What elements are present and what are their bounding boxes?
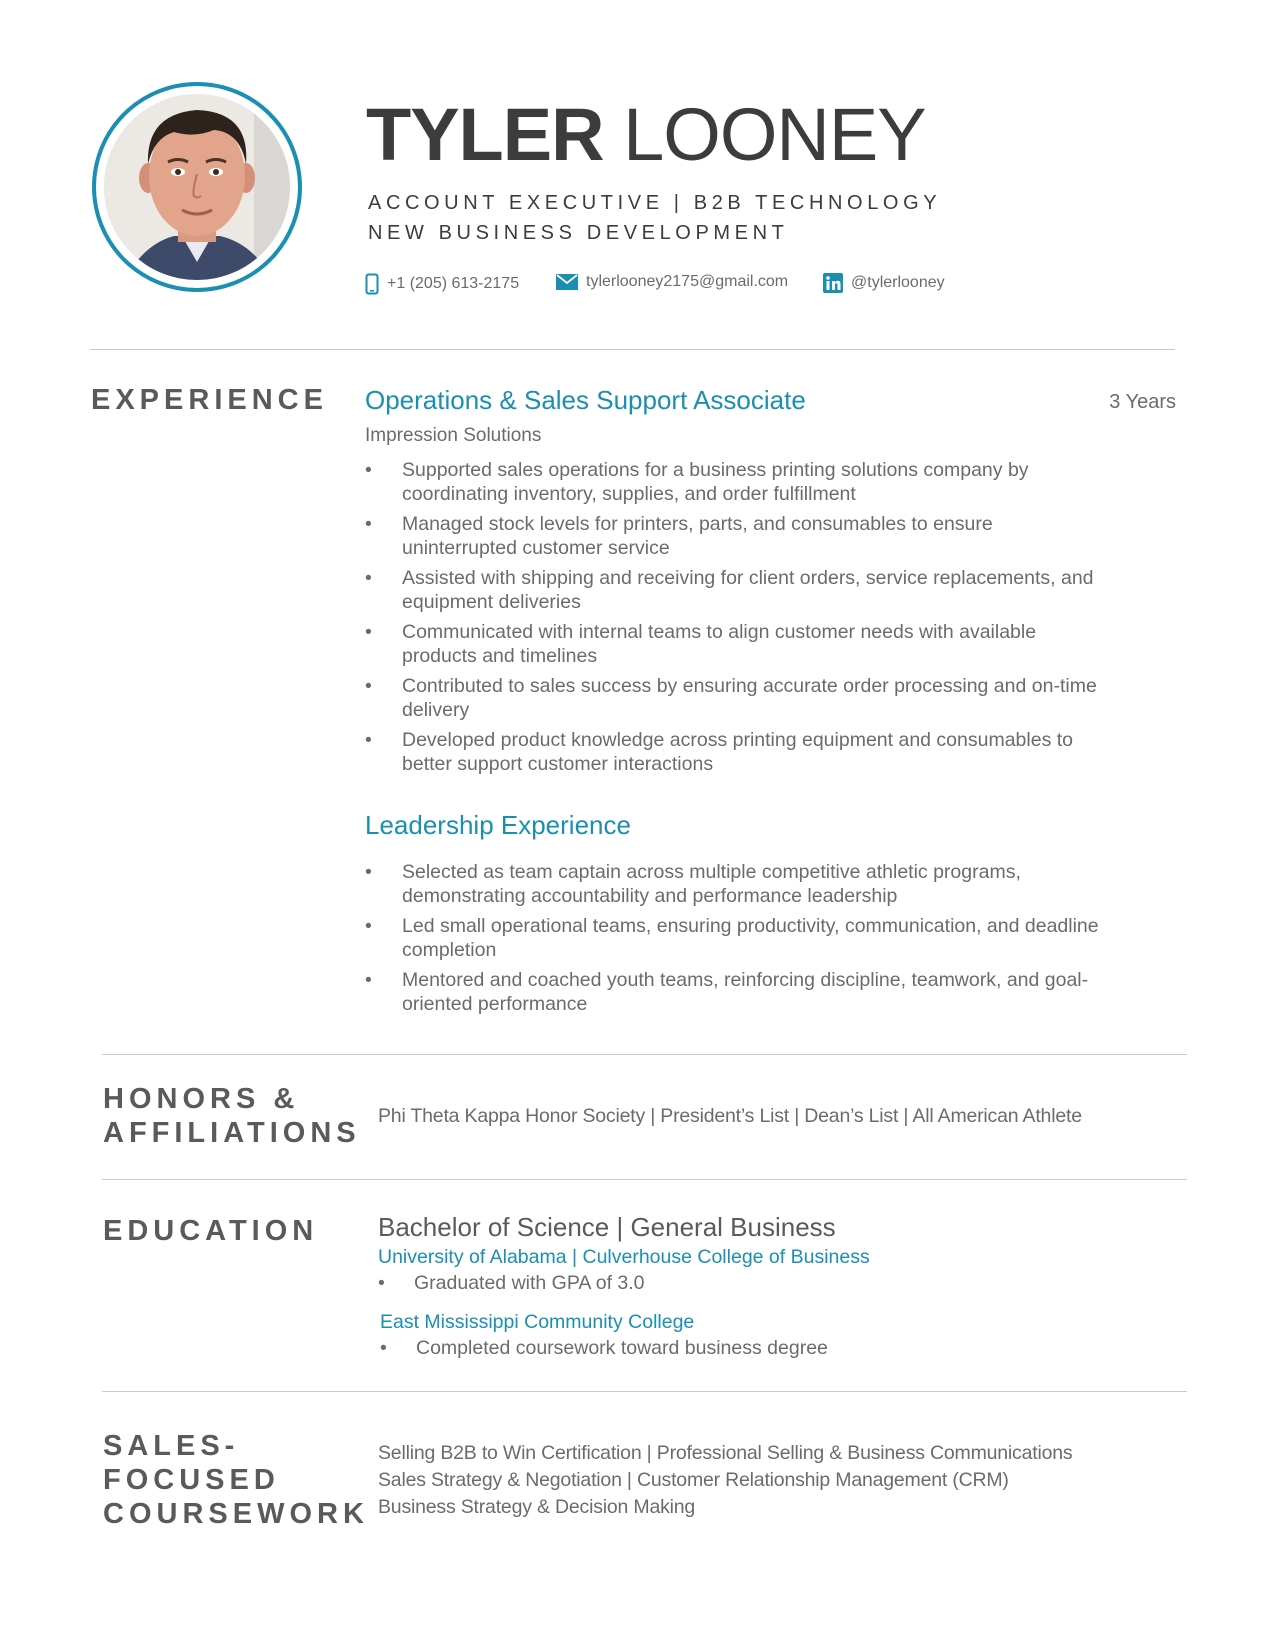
list-item: • Supported sales operations for a business printing solutions company by coordinating inventory, supplies, and order fulfillment [365, 458, 1105, 506]
honors-divider [102, 1179, 1187, 1180]
contact-linkedin[interactable] [823, 273, 945, 293]
headline-subtitle: NEW BUSINESS DEVELOPMENT [368, 222, 789, 244]
coursework-heading-line-2: FOCUSED [103, 1464, 280, 1497]
list-item: • Mentored and coached youth teams, reinforcing discipline, teamwork, and goal-oriented performance [365, 968, 1105, 1016]
phone-icon [365, 273, 379, 295]
first-name: TYLER [366, 93, 604, 176]
degree-title: Bachelor of Science | General Business [378, 1212, 836, 1242]
coursework-heading-line-3: COURSEWORK [103, 1498, 369, 1531]
leadership-title: Leadership Experience [365, 810, 631, 840]
honors-heading [103, 1082, 361, 1150]
list-item: • Selected as team captain across multiple competitive athletic programs, demonstrating accountability and performance leadership [365, 860, 1105, 908]
linkedin-handle: @tylerlooney [851, 274, 945, 291]
coursework-line-2: Sales Strategy & Negotiation | Customer Relationship Management (CRM) [378, 1469, 1009, 1491]
education-bullet-2 [380, 1337, 828, 1360]
school-name-1: University of Alabama | Culverhouse College of Business [378, 1246, 870, 1268]
education-bullet-1-text: Graduated with GPA of 3.0 [414, 1272, 645, 1294]
honors-heading-line-2: AFFILIATIONS [103, 1117, 361, 1150]
list-item: • Developed product knowledge across printing equipment and consumables to better support customer interactions [365, 728, 1105, 776]
bullet-marker: • [380, 1337, 387, 1359]
coursework-line-3: Business Strategy & Decision Making [378, 1496, 696, 1518]
contact-phone[interactable] [365, 273, 519, 295]
experience-heading: EXPERIENCE [91, 384, 328, 416]
education-heading: EDUCATION [103, 1215, 319, 1247]
coursework-line-1: Selling B2B to Win Certification | Professional Selling & Business Communications [378, 1442, 1073, 1464]
education-divider [102, 1391, 1187, 1392]
coursework-heading-line-1: SALES- [103, 1430, 240, 1462]
coursework-list [378, 1440, 1072, 1521]
honors-list: Phi Theta Kappa Honor Society | President’s List | Dean’s List | All American Athlete [378, 1105, 1082, 1127]
leadership-bullet-list [365, 860, 1105, 1022]
contact-email[interactable] [556, 273, 788, 291]
job-title: Operations & Sales Support Associate [365, 385, 806, 415]
job-bullet-list [365, 458, 1105, 782]
list-item: • Communicated with internal teams to align customer needs with available products and timelines [365, 620, 1105, 668]
email-address: tylerlooney2175@gmail.com [586, 273, 789, 290]
list-item: • Led small operational teams, ensuring productivity, communication, and deadline completion [365, 914, 1105, 962]
coursework-heading [103, 1429, 369, 1532]
job-duration: 3 Years [1109, 391, 1176, 413]
bullet-marker: • [378, 1272, 385, 1294]
profile-photo-frame [92, 82, 302, 292]
profile-photo [104, 94, 290, 280]
list-item: • Managed stock levels for printers, parts, and consumables to ensure uninterrupted customer service [365, 512, 1105, 560]
phone-number: +1 (205) 613-2175 [387, 275, 520, 292]
list-item: • Assisted with shipping and receiving for client orders, service replacements, and equipment deliveries [365, 566, 1105, 614]
headline-title: ACCOUNT EXECUTIVE | B2B TECHNOLOGY [368, 192, 942, 214]
last-name: LOONEY [623, 93, 926, 176]
education-bullet-1 [378, 1272, 645, 1295]
linkedin-icon [823, 273, 843, 293]
header-divider [90, 349, 1175, 350]
list-item: • Contributed to sales success by ensuring accurate order processing and on-time delivery [365, 674, 1105, 722]
education-bullet-2-text: Completed coursework toward business degree [416, 1337, 828, 1359]
honors-heading-line-1: HONORS & [103, 1083, 300, 1115]
profile-photo-image [104, 94, 290, 280]
company-name: Impression Solutions [365, 425, 542, 446]
experience-divider [102, 1054, 1187, 1055]
school-name-2: East Mississippi Community College [380, 1311, 695, 1333]
candidate-name [366, 93, 926, 176]
envelope-icon [556, 274, 578, 290]
